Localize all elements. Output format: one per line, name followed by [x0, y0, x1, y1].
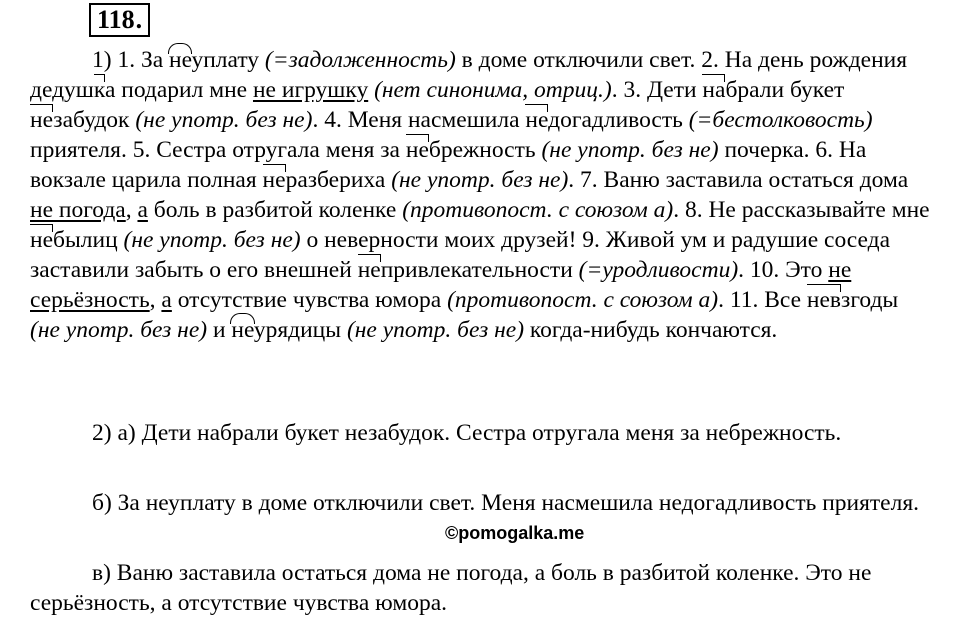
text: ,	[149, 287, 162, 313]
morpheme-prefix: не	[525, 107, 549, 133]
note: (противопост. с союзом а)	[447, 287, 719, 313]
text: приятеля. 5. Сестра отругала меня за	[30, 137, 406, 163]
text: . 11. Все	[718, 287, 807, 313]
text: когда-нибудь кончаются.	[524, 317, 778, 343]
morpheme-root: не	[231, 317, 254, 343]
morpheme-suffix: к	[93, 77, 105, 103]
underlined: не серьёзность	[30, 257, 852, 313]
text: . 3. Дети	[611, 77, 703, 103]
text: ,	[125, 197, 138, 223]
note: (=бестолковость)	[688, 107, 873, 133]
text: догадливость	[548, 107, 683, 133]
text: о неверности моих друзей! 9. Живой ум и радушие соседа заставили забыть о его внешней	[30, 227, 891, 283]
paragraph-2-text: 2) а) Дети набрали букет незабудок. Сестра отругала меня за небрежность.	[92, 420, 842, 446]
note: (не употр. без не)	[135, 107, 313, 133]
text: отсутствие чувства юмора	[171, 287, 448, 313]
note: (нет синонима, отриц.)	[374, 77, 612, 103]
paragraph-3	[30, 488, 930, 518]
underlined-conjunction: а	[137, 197, 148, 223]
paragraph-4-text: в) Ваню заставила остаться дома не погода, а боль в разбитой коленке. Это не серьёзность, а отсутствие чувства юмора.	[30, 560, 872, 616]
text: брежность	[428, 137, 536, 163]
text: забудок	[53, 107, 130, 133]
paragraph-4	[30, 558, 930, 618]
underlined: не погода	[30, 197, 126, 223]
text: а подарил мне	[104, 77, 253, 103]
morpheme-prefix: не	[405, 137, 429, 163]
text: . 8. Не рассказывайте мне	[673, 197, 930, 223]
note: (=уродливости)	[578, 257, 739, 283]
paragraph-2	[30, 418, 930, 448]
text: згоды	[841, 287, 899, 313]
paragraph-1	[30, 45, 930, 345]
morpheme-prefix: не	[30, 227, 54, 253]
note: (не употр. без не)	[30, 317, 208, 343]
morpheme-root: не	[169, 47, 192, 73]
text: урядицы	[253, 317, 342, 343]
morpheme-prefix: не	[357, 257, 381, 283]
text: былиц	[53, 227, 118, 253]
text: . 7. Ваню заставила остаться дома	[568, 167, 909, 193]
underlined-conjunction: а	[161, 287, 172, 313]
exercise-number: 118	[97, 5, 135, 34]
text: почерка. 6. На вокзале царила полная	[30, 137, 867, 193]
note: (не употр. без не)	[123, 227, 301, 253]
exercise-number-dot: .	[135, 5, 143, 34]
text: и	[207, 317, 232, 343]
exercise-number-box	[89, 3, 150, 37]
text: . 4. Меня насмешила	[312, 107, 526, 133]
paragraph-3-text: б) За неуплату в доме отключили свет. Меня насмешила недогадливость приятеля.	[92, 490, 920, 516]
text: разбериха	[285, 167, 386, 193]
watermark: ©pomogalka.me	[445, 523, 585, 543]
morpheme-prefix: не	[262, 167, 286, 193]
text: боль в разбитой коленке	[147, 197, 403, 223]
note: (не употр. без не)	[541, 137, 719, 163]
note: (не употр. без не)	[391, 167, 569, 193]
note: (противопост. с союзом а)	[402, 197, 674, 223]
morpheme-prefix: на	[702, 77, 726, 103]
morpheme-prefix: не	[30, 107, 54, 133]
note: (=задолженность)	[264, 47, 456, 73]
text: 1) 1. За	[92, 47, 170, 73]
text: . 10. Это	[738, 257, 829, 283]
text: уплату	[191, 47, 260, 73]
text: в доме отключили свет. 2. На день рождения дедуш	[30, 47, 908, 103]
underlined: не игрушку	[252, 77, 369, 103]
note: (не употр. без не)	[346, 317, 525, 343]
text: брали букет	[725, 77, 845, 103]
morpheme-prefix: нев	[806, 287, 842, 313]
text: привлекательности	[380, 257, 573, 283]
